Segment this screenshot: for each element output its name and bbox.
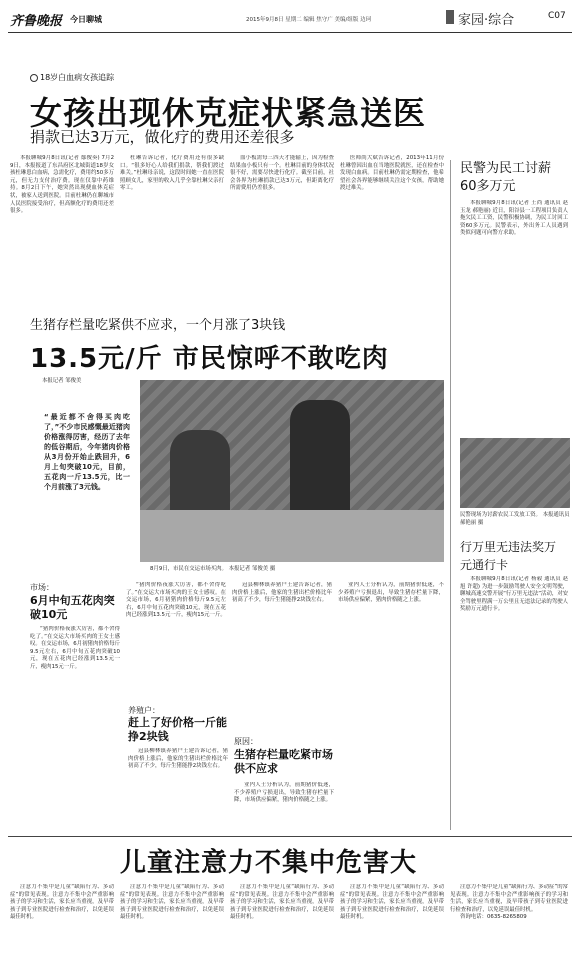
- story2-title: 13.5元/斤 市民惊呼不敢吃肉: [30, 344, 389, 374]
- story3-col1: 注意力不集中是儿童“缺陷行为、多动症”的常见表现。注意力不集中会严重影响孩子的学习和生活，家长应当重视，及早带孩子到专业医院进行检查和治疗，以免延误最佳时机。: [10, 884, 114, 921]
- reason-head: 生猪存栏量吃紧市场供不应求: [234, 748, 333, 775]
- farmer-head: 赶上了好价格一斤能挣2块钱: [128, 716, 227, 743]
- farmer-kicker: 养殖户：: [128, 706, 160, 715]
- story1-kicker: 18岁白血病女孩追踪: [30, 72, 114, 83]
- farmer-text: 冠县柳林镇养猪户王建告诉记者，猪肉价格上涨后，他家的生猪出栏价格比年初高了不少，每斤生猪能挣2块钱左右。: [128, 748, 228, 770]
- page-number: C07: [548, 11, 566, 21]
- quote-box: [44, 412, 130, 562]
- meat-counter: [140, 510, 444, 562]
- story1-col2: 杜琳告诉记者，化疗费用还有很多缺口。“很多好心人给我们捐款，帮我们渡过难关。”杜琳母亲说，这段时间她一直在医院照顾女儿，家里的收入几乎全靠杜琳父亲打零工。: [120, 155, 224, 192]
- section-rule: [8, 836, 572, 837]
- pull-quote: “最近都不舍得买肉吃了，”不少市民感慨最近猪肉价格涨得厉害，经历了去年的低谷期后，今年猪肉价格从3月份开始止跌回升，6月上旬突破10元，目前，五花肉一斤13.5元，比一个月前涨了3元钱。: [44, 413, 130, 491]
- market-text: “猪肉价格夜涨大厉害，都不舍得吃了。”在交运大市场买肉的王女士感叹。在交运市场，6月初猪肉价格每斤9.5元左右，6月中旬五花肉突破10元，现在五花肉已经涨到13.5元一斤，瘦肉15元一斤。: [30, 626, 120, 670]
- market-head: 6月中旬五花肉突破10元: [30, 594, 115, 621]
- story1-title: 女孩出现休克症状紧急送医: [30, 94, 427, 132]
- story3-col3: 注意力不集中是儿童“缺陷行为、多动症”的常见表现。注意力不集中会严重影响孩子的学习和生活，家长应当重视，及早带孩子到专业医院进行检查和治疗，以免延误最佳时机。: [230, 884, 334, 921]
- story1-subtitle: 捐款已达3万元，做化疗的费用还差很多: [30, 128, 295, 146]
- sidebar1-photo: [460, 438, 570, 508]
- section-marker-icon: [446, 10, 454, 24]
- market-kicker: 市场：: [30, 583, 54, 592]
- story2-kicker: 生猪存栏量吃紧供不应求，一个月涨了3块钱: [30, 318, 286, 333]
- reason-text: 业内人士分析认为，前期猪价低迷，不少养殖户亏损退出，导致生猪存栏量下降，市场供应偏紧，猪肉价格随之上涨。: [234, 782, 334, 804]
- masthead-sub: 今日聊城: [70, 15, 102, 24]
- farmer-text-cont: 冠县柳林镇养猪户王建告诉记者，猪肉价格上涨后，他家的生猪出栏价格比年初高了不少，每斤生猪能挣2块钱左右。: [232, 582, 332, 604]
- story3-col4: 注意力不集中是儿童“缺陷行为、多动症”的常见表现。注意力不集中会严重影响孩子的学习和生活，家长应当重视，及早带孩子到专业医院进行检查和治疗，以免延误最佳时机。: [340, 884, 444, 921]
- sidebar1-caption: 民警现场为讨薪农民工发放工资。 本报通讯员 郝艳丽 摄: [460, 512, 570, 526]
- story2-photo: [140, 380, 444, 562]
- masthead: [8, 4, 572, 33]
- masthead-logo: 齐鲁晚报: [10, 14, 63, 29]
- reason-text-cont: 业内人士分析认为，前期猪价低迷，不少养殖户亏损退出，导致生猪存栏量下降，市场供应偏紧，猪肉价格随之上涨。: [338, 582, 444, 604]
- sidebar1-title: 民警为民工讨薪60多万元: [460, 161, 552, 194]
- story1-col4: 医师尚大斌告诉记者，2013年11月份杜琳曾因出血在当地医院就医，还在检查中发现白血病。目前杜琳仍需定期检查，他希望社会各界能够继续关注这个女孩，帮助她渡过难关。: [340, 155, 444, 192]
- sidebar1-text: 本报聊城9月8日讯(记者 王尚 通讯员 赵玉龙 郝艳丽) 近日，阳谷县一工程项目负责人拖欠民工工资，民警积极协调，为民工讨回工资60多万元。民警表示，外出务工人员遇到类似问题可向警方求助。: [460, 200, 568, 237]
- story3-col5: 注意力不集中是儿童“缺陷行为、多动症”的常见表现。注意力不集中会严重影响孩子的学习和生活，家长应当重视，及早带孩子到专业医院进行检查和治疗，以免延误最佳时机。 咨询电话：0635-8265809: [450, 884, 568, 921]
- sidebar2-text: 本报聊城9月8日讯(记者 杨毅 通讯员 赵旭 许超) 为进一步鼓励驾驶人安全文明驾驶，聊城高速交警开展“行万里无违法”活动，对安全驾驶里程满一万公里且无违法记录的驾驶人奖励万元通行卡。: [460, 576, 568, 613]
- market-text-cont: “猪肉价格夜涨大厉害，都不舍得吃了。”在交运大市场买肉的王女士感叹。在交运市场，6月初猪肉价格每斤9.5元左右，6月中旬五花肉突破10元，现在五花肉已经涨到13.5元一斤，瘦肉15元一斤。: [126, 582, 226, 619]
- section-name: 家园·综合: [458, 13, 515, 28]
- story2-byline: 本报记者 邹俊美: [42, 378, 82, 384]
- story3-title: 儿童注意力不集中危害大: [120, 848, 418, 878]
- photo-caption: 8月9日，市民在交运市场买肉。 本报记者 邹俊美 摄: [150, 566, 276, 572]
- date-line: 2015年9月8日 星期二 编辑 焦守广 美编/组版 边珂: [246, 17, 372, 23]
- bullet-icon: [30, 74, 38, 82]
- story1-col3: 血小板需每三四天才能输上，因为检查结果血小板只有一个。杜琳目前的身体状况很不好，需要尽快进行化疗。截至目前，社会各界为杜琳捐款已达3万元，但距离化疗所需费用仍差很多。: [230, 155, 334, 192]
- sidebar-divider: [450, 160, 451, 830]
- sidebar2-title: 行万里无违法奖万元通行卡: [460, 540, 557, 572]
- story1-col1: 本报聊城9月8日讯(记者 鄢俊奏) 7月29日，本报报道了东昌府区北城街道18岁女孩杜琳患白血病，急需化疗，费用约50多万元，但无力支付治疗费。现在仅靠中药维持。8月2日下午，她突然出现便血休克症状，被家人送到医院。目前杜琳仍在聊城市人民医院接受治疗，但高额化疗的费用还差很多。: [10, 155, 114, 215]
- story3-col2: 注意力不集中是儿童“缺陷行为、多动症”的常见表现。注意力不集中会严重影响孩子的学习和生活，家长应当重视，及早带孩子到专业医院进行检查和治疗，以免延误最佳时机。: [120, 884, 224, 921]
- reason-kicker: 原因：: [234, 737, 258, 746]
